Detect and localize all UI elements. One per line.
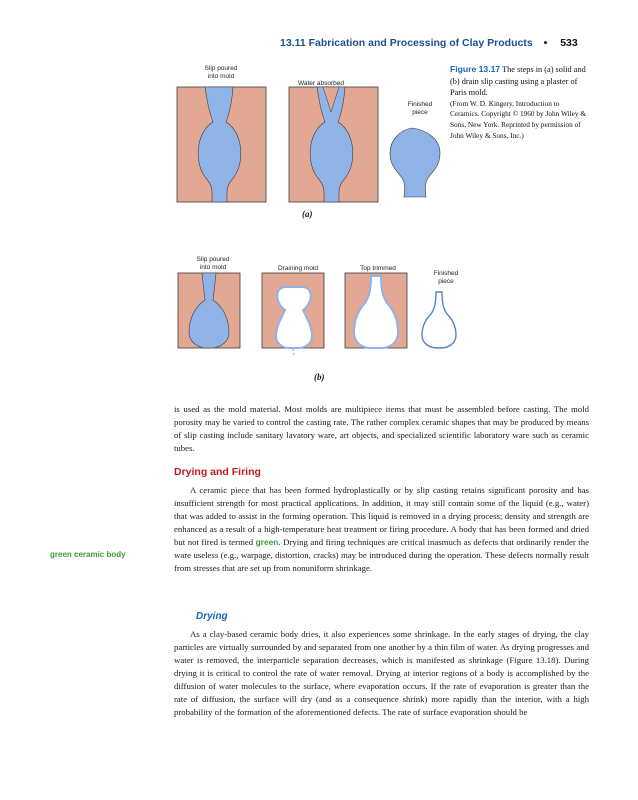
subsection-heading: Drying [196, 611, 228, 622]
running-header [280, 37, 600, 49]
drying-paragraph-text: As a clay-based ceramic body dries, it also experiences some shrinkage. In the early stages of drying, the clay particles are virtually surrounded by and separated from one another by a thin film of water. As drying progresses and water is removed, the interparticle separation decreases, which is manifested as shrinkage (Figure 13.18). During drying it is critical to control the rate of water removal. Drying at interior regions of a body is accomplished by the diffusion of water molecules to the surface, where evaporation occurs. If the rate of evaporation is greater than the rate of diffusion, the surface will dry (and as a consequence shrink) more rapidly than the interior, with a high probability of the formation of the aforementioned defects. The rate of surface evaporation should be [174, 629, 589, 717]
fig-b-mold-top-trimmed [345, 273, 407, 348]
fig-a-finished-piece [390, 128, 440, 197]
para1-text-a: A ceramic piece that has been formed hydroplastically or by slip casting retains significant porosity and has insufficient strength for most practical applications. In addition, it may still contain some of the liquid (e.g., water) that was added to assist in the forming operation. This liquid is removed in a drying process; density and strength are enhanced as a result of a high-temperature heat treatment or firing procedure. A body that has been formed and dried but not fired is termed [174, 485, 589, 547]
fig-b-sublabel: (b) [314, 372, 325, 382]
figure-b-diagram [170, 272, 480, 372]
fig-a-label-slip-poured: Slip poured into mold [204, 65, 238, 80]
fig-a-label-water-absorbed: Water absorbed [297, 80, 344, 87]
intro-paragraph-text: is used as the mold material. Most molds are multipiece items that must be assembled before casting. The mold porosity may be varied to control the casting rate. The rather complex ceramic shapes that may be produced by means of slip casting include sanitary lavatory ware, art objects, and specialized scientific laboratory ware such as ceramic tubes. [174, 404, 589, 453]
margin-term-green-ceramic-body: green ceramic body [50, 550, 126, 559]
figure-caption-text: The steps in (a) solid and (b) drain slip casting using a plaster of Paris mold. [450, 65, 586, 98]
fig-b-label-slip-poured: Slip poured into mold [196, 256, 230, 271]
fig-a-label-finished-piece: Finished piece [407, 101, 433, 116]
fig-b-label-draining-mold: Draining mold [277, 265, 319, 272]
fig-b-mold-draining [262, 273, 324, 356]
drying-paragraph [174, 628, 589, 719]
figure-a-diagram [170, 84, 460, 208]
intro-paragraph [174, 403, 589, 455]
fig-b-mold-slip-poured [178, 273, 240, 348]
fig-a-mold-slip-poured [177, 87, 266, 202]
page-number: 533 [560, 37, 578, 49]
header-separator: • [543, 37, 548, 49]
fig-a-mold-water-absorbed [289, 87, 378, 202]
figure-caption [450, 64, 588, 141]
header-section-title: 13.11 Fabrication and Processing of Clay Products [280, 37, 533, 49]
figure-source-credit: (From W. D. Kingery, Introduction to Ceramics. Copyright © 1960 by John Wiley & Sons, New York. Reprinted by permission of John Wiley & Sons, Inc.) [450, 98, 587, 140]
fig-b-label-top-trimmed: Top trimmed [360, 265, 396, 272]
fig-b-label-finished-piece: Finished piece [433, 270, 459, 285]
fig-a-sublabel: (a) [302, 209, 313, 219]
drying-firing-paragraph [174, 484, 589, 575]
green-term: green. [255, 537, 281, 547]
section-heading: Drying and Firing [174, 466, 261, 478]
figure-number: Figure 13.17 [450, 64, 501, 74]
para1-text-b: Drying and firing techniques are critical inasmuch as defects that ordinarily render the ware useless (e.g., warpage, distortion, cracks) may be introduced during the operation. These defects normally result from stresses that are set up from nonuniform shrinkage. [174, 537, 589, 573]
fig-b-finished-piece [422, 292, 456, 348]
